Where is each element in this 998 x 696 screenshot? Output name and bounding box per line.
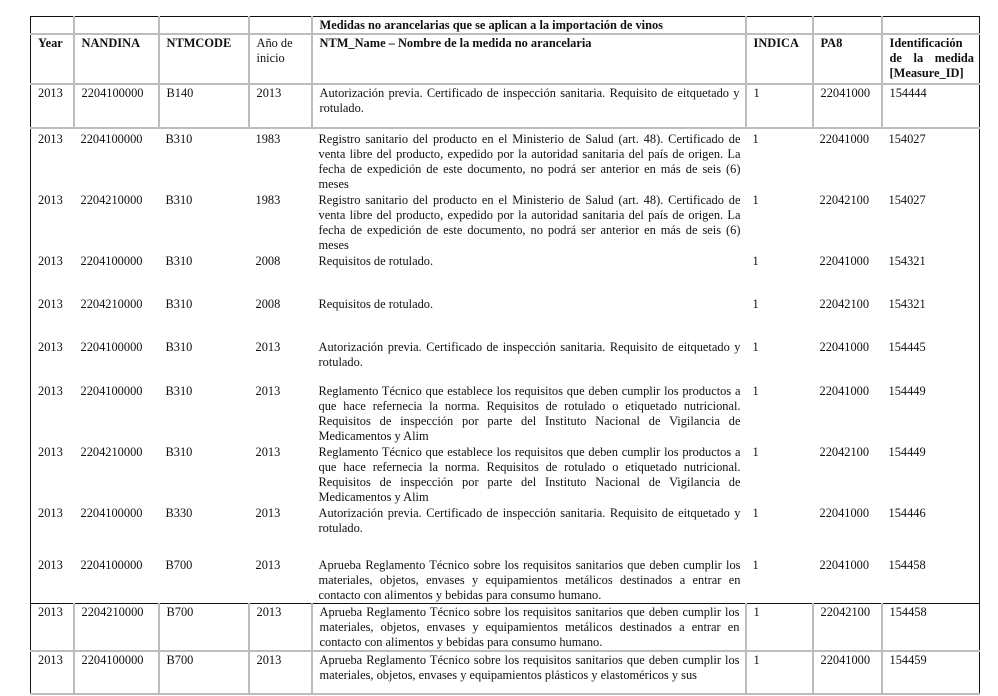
cell-measure-id: 154458 — [882, 550, 980, 604]
cell-ntmcode: B700 — [159, 651, 249, 694]
cell-nandina: 2204100000 — [80, 506, 143, 520]
cell-name: Requisitos de rotulado. — [318, 297, 434, 311]
header-nandina: NANDINA — [74, 34, 159, 84]
table-row — [31, 253, 980, 296]
cell-name: Registro sanitario del producto en el Ministerio de Salud (art. 48). Certificado de venta libre del producto, expedido por la autoridad sanitaria del país de origen. La fecha de expedición de este documento, no podrá ser anterior en más de seis (6) meses — [318, 193, 741, 252]
cell-year: 2013 — [31, 383, 74, 444]
cell-indica: 1 — [746, 128, 813, 192]
cell-name: Reglamento Técnico que establece los requisitos que deben cumplir los productos a que hace refernecia la norma. Requisitos de rotulado o etiquetado nutricional. Requisitos de inspección por parte del Instituto Nacional de Vigilancia de Medicamentos y Alim — [318, 384, 741, 443]
cell-year: 2013 — [31, 651, 74, 694]
table-row — [31, 383, 980, 444]
header-pa8: PA8 — [813, 34, 882, 84]
cell-ntmcode: B700 — [165, 558, 193, 572]
cell-pa8: 22041000 — [813, 128, 882, 192]
cell-pa8: 22041000 — [813, 84, 882, 128]
header-ano-inicio: Año de inicio — [249, 34, 312, 84]
table-row — [31, 550, 980, 604]
cell-name: Aprueba Reglamento Técnico sobre los requisitos sanitarios que deben cumplir los materiales, objetos, envases y equipamientos metálicos destinados a entrar en contacto con alimentos y bebidas para consumo humano. — [312, 604, 746, 652]
cell-ntmcode: B310 — [159, 128, 249, 192]
cell-indica: 1 — [752, 384, 759, 398]
cell-name: Reglamento Técnico que establece los requisitos que deben cumplir los productos a que hace refernecia la norma. Requisitos de rotulado o etiquetado nutricional. Requisitos de inspección por parte del Instituto Nacional de Vigilancia de Medicamentos y Alim — [318, 445, 741, 504]
cell-indica: 1 — [752, 445, 759, 459]
cell-year: 2013 — [31, 253, 74, 296]
table-row — [31, 192, 980, 253]
cell-pa8: 22042100 — [819, 297, 870, 311]
table-row — [31, 651, 980, 694]
header-measure-id: Identificación de la medida [Measure_ID] — [882, 34, 980, 84]
cell-indica: 1 — [752, 558, 759, 572]
cell-ntmcode: B310 — [165, 297, 193, 311]
cell-year: 2013 — [31, 192, 74, 253]
table-row — [31, 604, 980, 652]
cell-indica: 1 — [752, 254, 759, 268]
table-row — [31, 128, 980, 192]
cell-indica: 1 — [746, 604, 813, 652]
cell-ano: 1983 — [255, 193, 281, 207]
cell-nandina: 2204210000 — [80, 297, 143, 311]
header-ntmcode: NTMCODE — [159, 34, 249, 84]
cell-ano: 1983 — [249, 128, 312, 192]
cell-measure-id: 154449 — [882, 383, 980, 444]
cell-measure-id: 154027 — [882, 128, 980, 192]
cell-ntmcode: B310 — [165, 340, 193, 354]
cell-indica: 1 — [752, 340, 759, 354]
cell-ano: 2013 — [255, 340, 281, 354]
table-row — [31, 84, 980, 128]
cell-measure-id: 154449 — [882, 444, 980, 505]
cell-pa8: 22041000 — [813, 651, 882, 694]
cell-pa8: 22042100 — [819, 445, 870, 459]
header-row — [31, 34, 980, 84]
cell-ano: 2008 — [255, 254, 281, 268]
cell-year: 2013 — [31, 84, 74, 128]
cell-measure-id: 154321 — [882, 296, 980, 339]
cell-name: Registro sanitario del producto en el Ministerio de Salud (art. 48). Certificado de venta libre del producto, expedido por la autoridad sanitaria del país de origen. La fecha de expedición de este documento, no podrá ser anterior en más de seis (6) meses — [312, 128, 746, 192]
cell-nandina: 2204210000 — [74, 604, 159, 652]
cell-indica: 1 — [752, 193, 759, 207]
table-row — [31, 444, 980, 505]
cell-name: Requisitos de rotulado. — [318, 254, 434, 268]
cell-nandina: 2204100000 — [74, 651, 159, 694]
cell-indica: 1 — [746, 651, 813, 694]
cell-indica: 1 — [752, 506, 759, 520]
cell-ano: 2008 — [255, 297, 281, 311]
ntm-table — [30, 16, 980, 695]
cell-measure-id: 154446 — [882, 505, 980, 550]
table-row — [31, 505, 980, 550]
cell-measure-id: 154027 — [882, 192, 980, 253]
cell-pa8: 22042100 — [813, 604, 882, 652]
cell-pa8: 22041000 — [819, 506, 870, 520]
cell-pa8: 22041000 — [819, 558, 870, 572]
cell-pa8: 22041000 — [819, 340, 870, 354]
cell-ntmcode: B330 — [165, 506, 193, 520]
cell-ano: 2013 — [255, 384, 281, 398]
cell-ano: 2013 — [249, 651, 312, 694]
cell-nandina: 2204100000 — [74, 128, 159, 192]
cell-year: 2013 — [31, 550, 74, 604]
cell-ntmcode: B310 — [165, 384, 193, 398]
cell-pa8: 22042100 — [819, 193, 870, 207]
cell-name: Aprueba Reglamento Técnico sobre los requisitos sanitarios que deben cumplir los materiales, objetos, envases y equipamientos metálicos destinados a entrar en contacto con alimentos y bebidas para consumo humano. — [318, 558, 741, 602]
cell-pa8: 22041000 — [819, 254, 870, 268]
cell-name: Autorización previa. Certificado de inspección sanitaria. Requisito de eitquetado y rotulado. — [318, 506, 741, 535]
cell-year: 2013 — [31, 128, 74, 192]
cell-measure-id: 154458 — [882, 604, 980, 652]
cell-nandina: 2204210000 — [80, 193, 143, 207]
cell-name: Aprueba Reglamento Técnico sobre los requisitos sanitarios que deben cumplir los materiales, objetos, envases y equipamientos plásticos y elastoméricos y sus — [312, 651, 746, 694]
cell-ano: 2013 — [255, 506, 281, 520]
cell-indica: 1 — [746, 84, 813, 128]
cell-name: Autorización previa. Certificado de inspección sanitaria. Requisito de eitquetado y rotulado. — [318, 340, 741, 369]
cell-measure-id: 154445 — [882, 339, 980, 383]
cell-measure-id: 154444 — [882, 84, 980, 128]
cell-year: 2013 — [31, 505, 74, 550]
cell-year: 2013 — [31, 296, 74, 339]
table-row — [31, 339, 980, 383]
super-header-title: Medidas no arancelarias que se aplican a la importación de vinos — [312, 17, 746, 35]
cell-ntmcode: B140 — [159, 84, 249, 128]
cell-measure-id: 154459 — [882, 651, 980, 694]
cell-nandina: 2204100000 — [80, 340, 143, 354]
cell-nandina: 2204100000 — [80, 384, 143, 398]
cell-ntmcode: B700 — [159, 604, 249, 652]
cell-measure-id: 154321 — [882, 253, 980, 296]
cell-ano: 2013 — [249, 604, 312, 652]
cell-year: 2013 — [31, 339, 74, 383]
super-header-row — [31, 17, 980, 35]
cell-nandina: 2204100000 — [80, 254, 143, 268]
header-indica: INDICA — [746, 34, 813, 84]
cell-ntmcode: B310 — [165, 254, 193, 268]
table-row — [31, 296, 980, 339]
cell-nandina: 2204100000 — [80, 558, 143, 572]
cell-indica: 1 — [752, 297, 759, 311]
cell-ano: 2013 — [249, 84, 312, 128]
cell-ano: 2013 — [255, 445, 281, 459]
cell-ano: 2013 — [255, 558, 281, 572]
cell-year: 2013 — [31, 604, 74, 652]
cell-ntmcode: B310 — [165, 193, 193, 207]
cell-pa8: 22041000 — [819, 384, 870, 398]
cell-name: Autorización previa. Certificado de inspección sanitaria. Requisito de eitquetado y rotulado. — [312, 84, 746, 128]
cell-year: 2013 — [31, 444, 74, 505]
header-year: Year — [31, 34, 74, 84]
cell-nandina: 2204210000 — [80, 445, 143, 459]
cell-nandina: 2204100000 — [74, 84, 159, 128]
header-ntm-name: NTM_Name – Nombre de la medida no arancelaria — [312, 34, 746, 84]
cell-ntmcode: B310 — [165, 445, 193, 459]
